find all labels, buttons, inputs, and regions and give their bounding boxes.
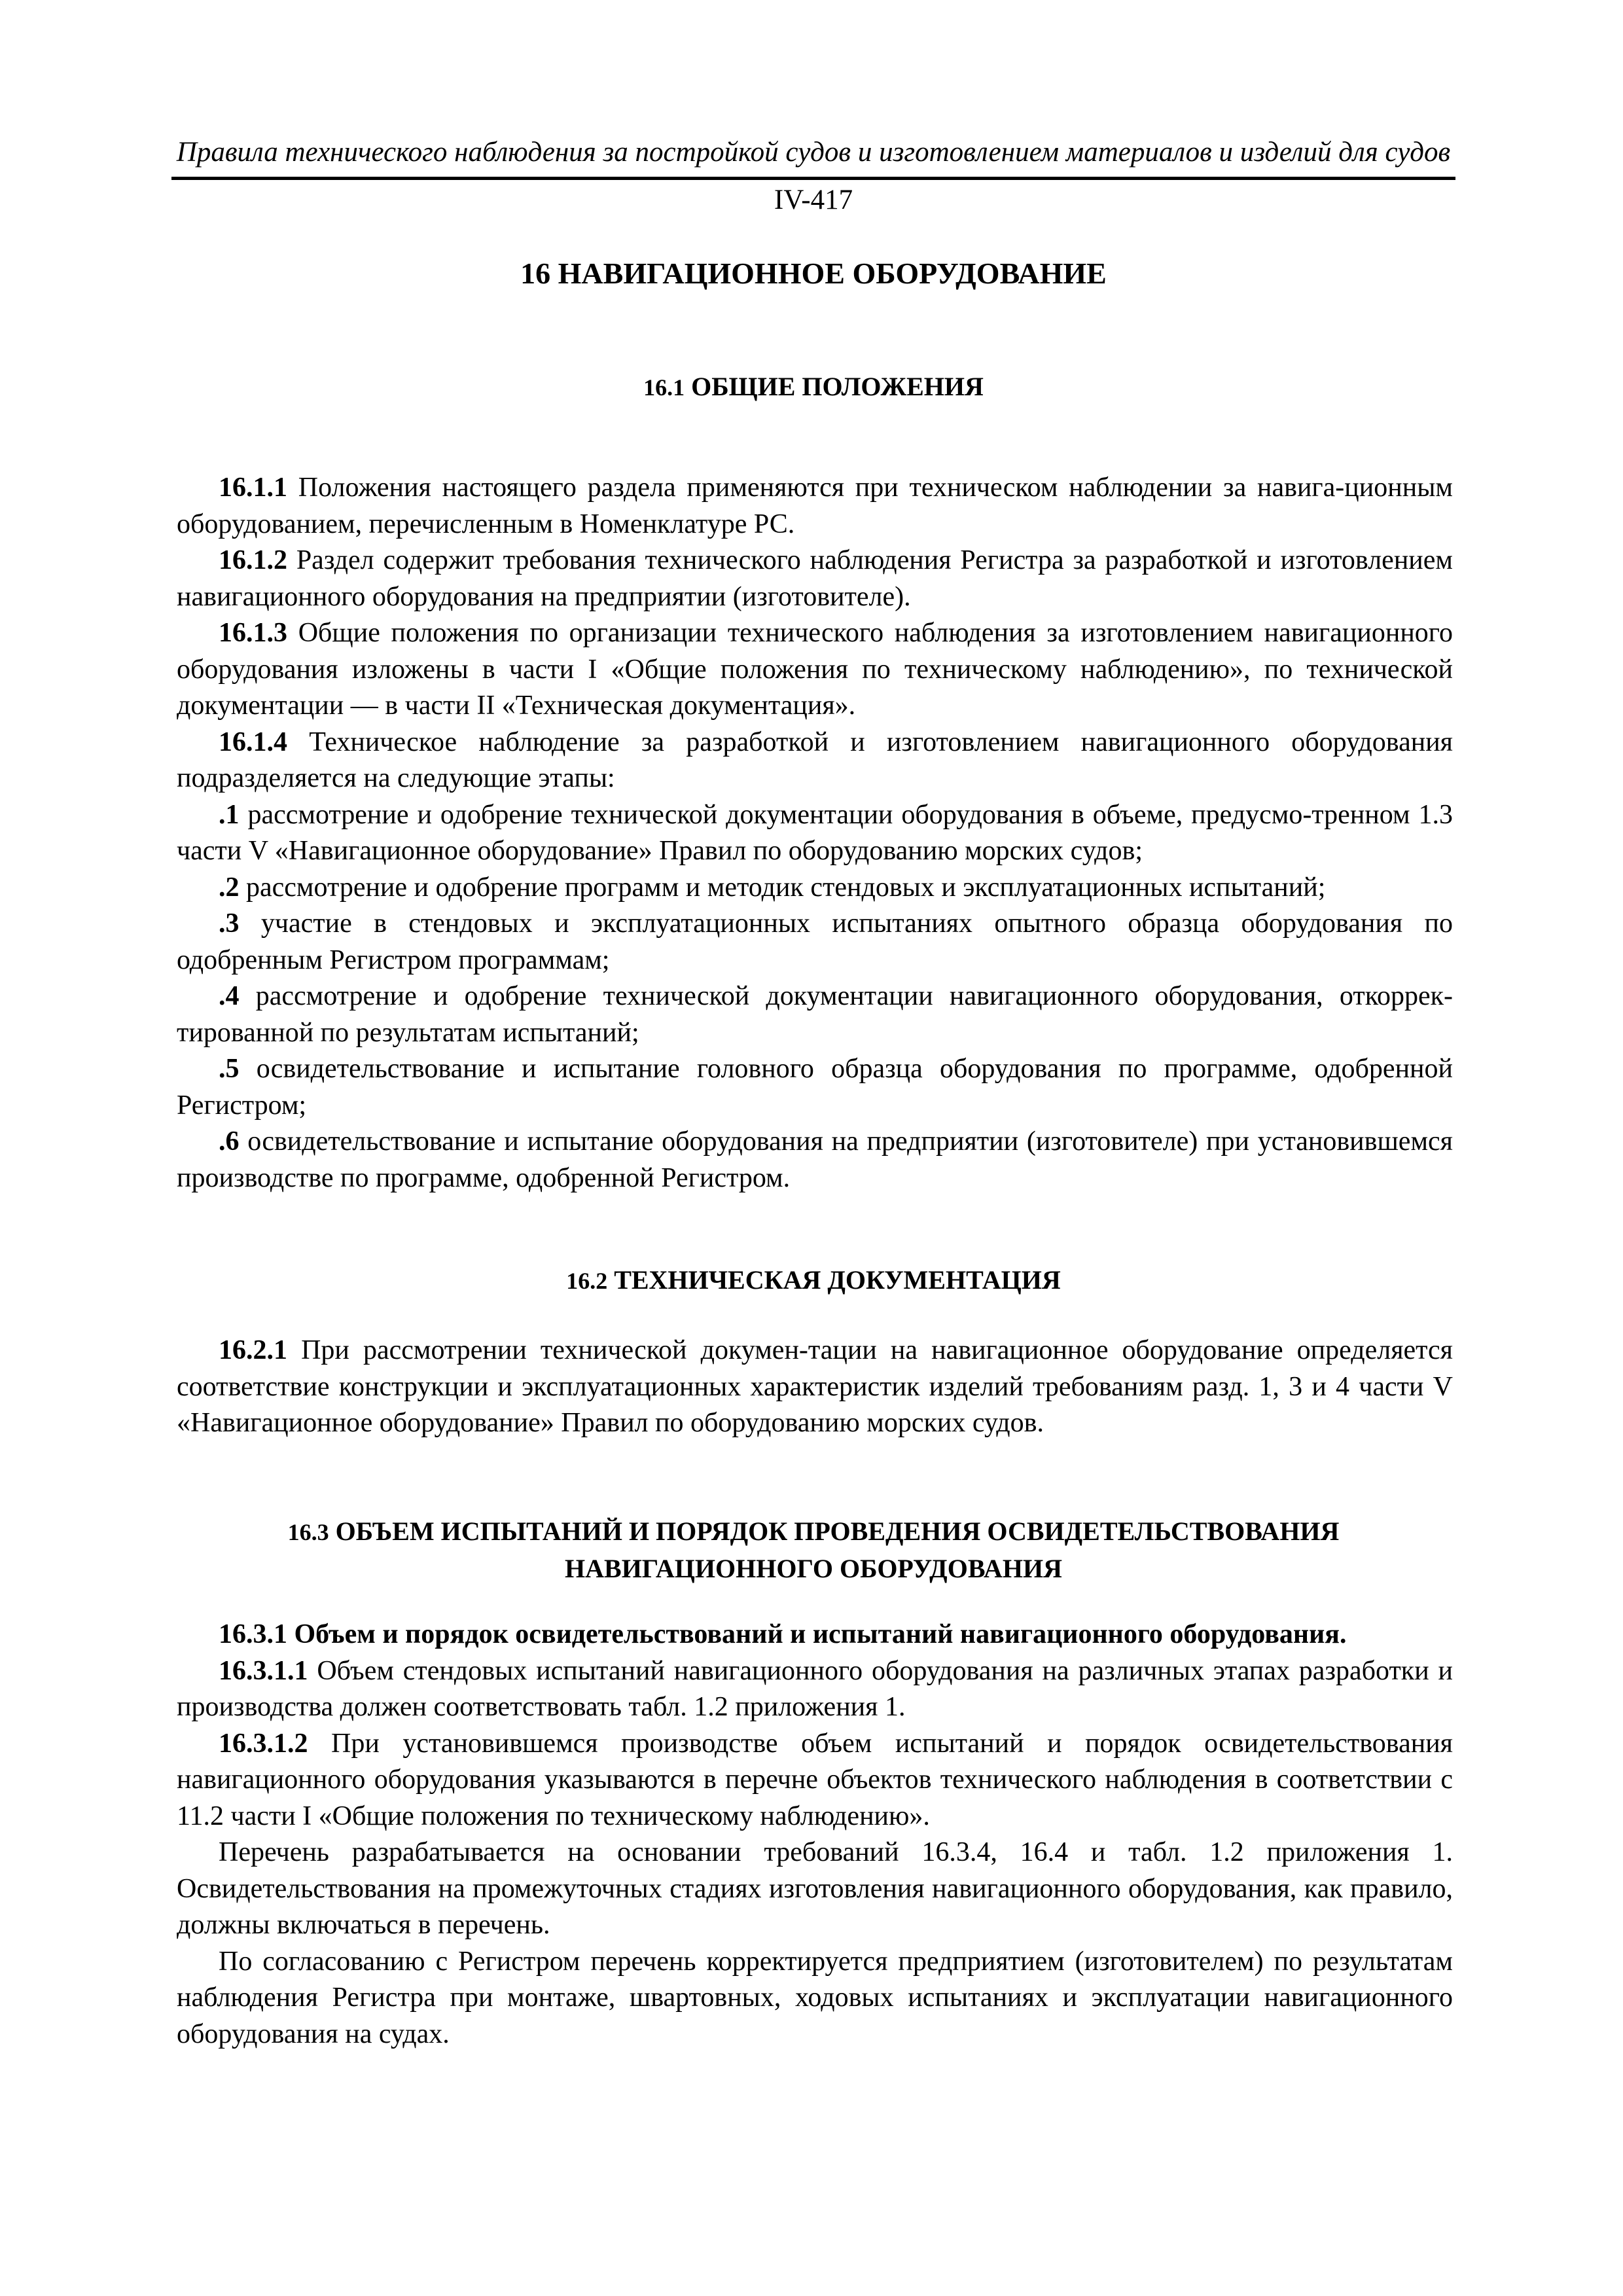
paragraph-text: При установившемся производстве объем испытаний и порядок освидетельствования навигационного оборудования указываются в перечне объектов технического наблюдения в соответствии с 11.2 части I «Общие положения по техническому наблюдению».: [177, 1728, 1453, 1831]
paragraph-text: Техническое наблюдение за разработкой и изготовлением навигационного оборудования подразделяется на следующие этапы:: [177, 726, 1453, 793]
paragraph-text: Положения настоящего раздела применяются при техническом наблюдении за навига-ционным оборудованием, перечисленным в Номенклатуре РС.: [177, 473, 1453, 539]
section-body-16-2: [177, 1333, 1453, 1442]
section-body-16-1: [177, 470, 1453, 1196]
running-header: Правила технического наблюдения за постройкой судов и изготовлением материалов и изделий для судов: [176, 137, 1451, 168]
list-item-4: [177, 978, 1453, 1051]
list-item-number: .1: [219, 799, 240, 830]
paragraph-number: 16.1.4: [219, 726, 287, 757]
list-item-5: [177, 1051, 1453, 1124]
list-item-1: [177, 797, 1453, 870]
list-item-text: освидетельствование и испытание головного образца оборудования по программе, одобренной Регистром;: [177, 1054, 1453, 1121]
paragraph-number: 16.1.2: [219, 545, 287, 575]
paragraph-16-3-1-2: [177, 1726, 1453, 1835]
section-heading-line1: ОБЪЕМ ИСПЫТАНИЙ И ПОРЯДОК ПРОВЕДЕНИЯ ОСВИДЕТЕЛЬСТВОВАНИЯ: [335, 1516, 1340, 1546]
paragraph-16-1-3: [177, 615, 1453, 725]
paragraph-number: 16.2.1: [219, 1335, 287, 1365]
list-item-number: .2: [219, 872, 240, 903]
paragraph-number: 16.1.3: [219, 618, 287, 648]
paragraph-16-3-1: [177, 1617, 1453, 1653]
paragraph-number: 16.1.1: [219, 473, 287, 503]
section-heading-line2: НАВИГАЦИОННОГО ОБОРУДОВАНИЯ: [565, 1554, 1062, 1583]
paragraph-number: 16.3.1.1: [219, 1655, 308, 1686]
list-item-number: .5: [219, 1054, 240, 1084]
paragraph-16-2-1: [177, 1333, 1453, 1442]
section-number: 16.3: [287, 1519, 329, 1545]
list-item-text: рассмотрение и одобрение технической документации оборудования в объеме, предусмо-тренном 1.3 части V «Навигационное оборудование» Правил по оборудованию морских судов;: [177, 799, 1453, 866]
list-item-number: .6: [219, 1126, 240, 1157]
paragraph-text: Перечень разрабатывается на основании требований 16.3.4, 16.4 и табл. 1.2 приложения 1. Освидетельствования на промежуточных стадиях изготовления навигационного оборудования, как правило, должны включаться в перечень.: [177, 1837, 1453, 1940]
section-number: 16.2: [566, 1268, 608, 1294]
paragraph-number: 16.3.1.2: [219, 1728, 308, 1759]
list-item-3: [177, 906, 1453, 978]
list-item-text: освидетельствование и испытание оборудования на предприятии (изготовителе) при установившемся производстве по программе, одобренной Регистром.: [177, 1126, 1453, 1193]
paragraph-text: Общие положения по организации технического наблюдения за изготовлением навигационного оборудования изложены в части I «Общие положения по техническому наблюдению», по технической документации — в части II «Техническая документация».: [177, 618, 1453, 721]
section-title-16-2: [171, 1262, 1455, 1299]
list-item-text: рассмотрение и одобрение технической документации навигационного оборудования, откоррек-тированной по результатам испытаний;: [177, 981, 1453, 1048]
paragraph-list-basis: [177, 1835, 1453, 1944]
paragraph-16-1-4: [177, 725, 1453, 797]
paragraph-list-correction: [177, 1944, 1453, 2053]
paragraph-text: По согласованию с Регистром перечень корректируется предприятием (изготовителем) по результатам наблюдения Регистра при монтаже, швартовных, ходовых испытаниях и эксплуатации навигационного оборудования на судах.: [177, 1946, 1453, 2049]
section-number: 16.1: [643, 374, 685, 401]
list-item-number: .4: [219, 981, 240, 1011]
paragraph-16-1-1: [177, 470, 1453, 543]
paragraph-heading: 16.3.1 Объем и порядок освидетельствований и испытаний навигационного оборудования.: [219, 1619, 1347, 1649]
list-item-text: участие в стендовых и эксплуатационных испытаниях опытного образца оборудования по одобренным Регистром программам;: [177, 908, 1453, 975]
paragraph-16-3-1-1: [177, 1653, 1453, 1726]
section-heading: ТЕХНИЧЕСКАЯ ДОКУМЕНТАЦИЯ: [614, 1265, 1061, 1295]
paragraph-text: Раздел содержит требования технического наблюдения Регистра за разработкой и изготовлением навигационного оборудования на предприятии (изготовителе).: [177, 545, 1453, 612]
section-heading: ОБЩИЕ ПОЛОЖЕНИЯ: [691, 372, 984, 401]
paragraph-16-1-2: [177, 543, 1453, 615]
chapter-title: 16 НАВИГАЦИОННОЕ ОБОРУДОВАНИЕ: [520, 257, 1107, 290]
page-number: IV-417: [774, 185, 853, 215]
list-item-text: рассмотрение и одобрение программ и методик стендовых и эксплуатационных испытаний;: [239, 872, 1326, 903]
section-title-16-3: [171, 1513, 1455, 1587]
header-rule: [171, 177, 1455, 180]
list-item-2: [177, 870, 1453, 906]
paragraph-text: При рассмотрении технической докумен-тации на навигационное оборудование определяется соответствие конструкции и эксплуатационных характеристик изделий требованиям разд. 1, 3 и 4 части V «Навигационное оборудование» Правил по оборудованию морских судов.: [177, 1335, 1453, 1438]
list-item-number: .3: [219, 908, 240, 939]
paragraph-text: Объем стендовых испытаний навигационного оборудования на различных этапах разработки и производства должен соответствовать табл. 1.2 приложения 1.: [177, 1655, 1453, 1722]
list-item-6: [177, 1124, 1453, 1196]
section-title-16-1: [171, 368, 1455, 406]
section-body-16-3: [177, 1617, 1453, 2053]
